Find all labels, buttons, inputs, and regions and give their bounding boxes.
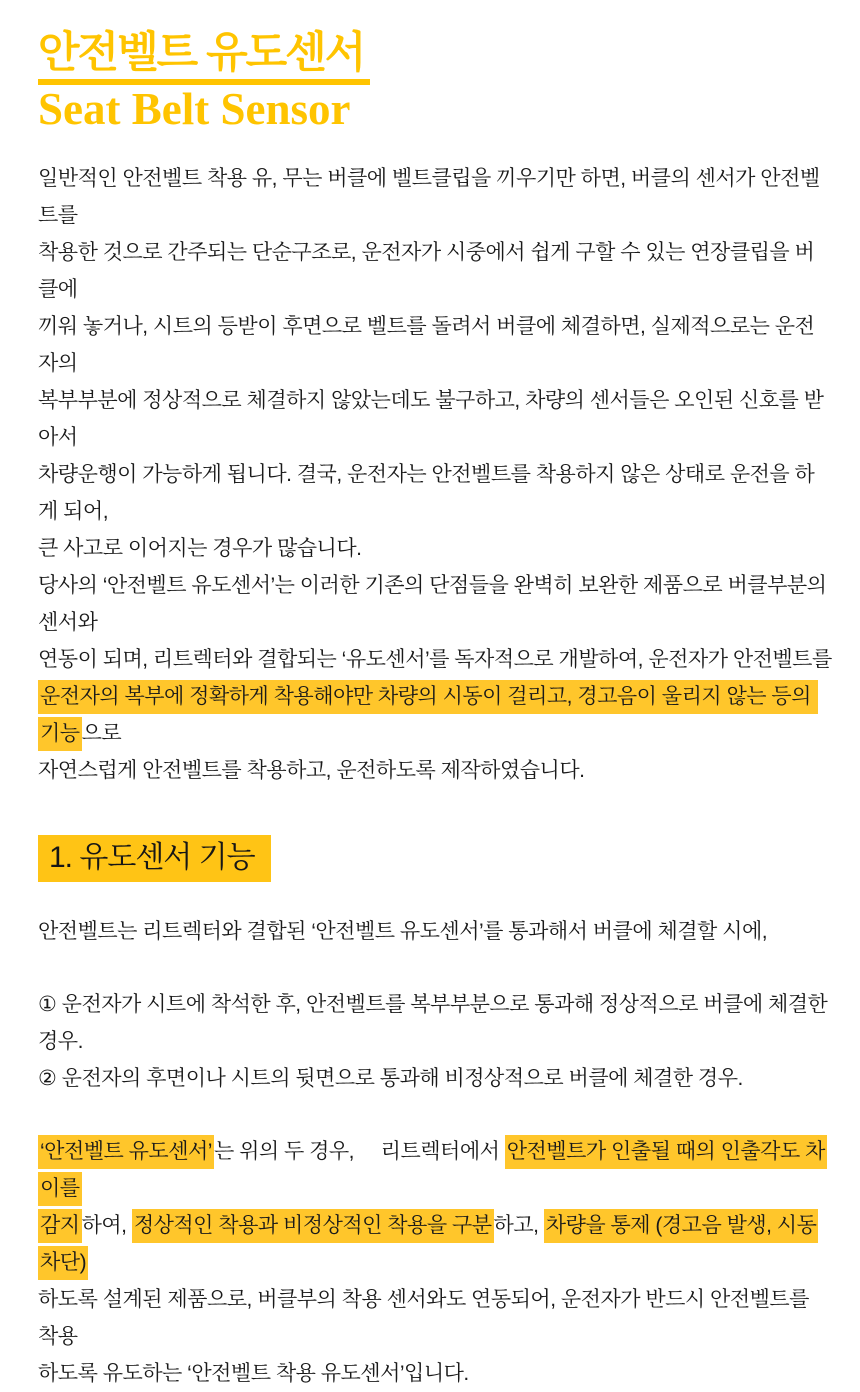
- page-title-korean: 안전벨트 유도센서: [38, 30, 370, 85]
- text-line: [38, 986, 834, 1060]
- text-segment: 는 위의 두 경우, 리트렉터에서: [213, 1139, 505, 1163]
- highlighted-text: ‘안전벨트 유도센서’: [38, 1135, 214, 1169]
- highlighted-text: 운전자의 복부에 정확하게 착용해야만 차량의 시동이 걸리고, 경고음이 울리지 않는 등의 기능: [38, 680, 818, 751]
- text-segment: 하도록 유도하는 ‘안전벨트 착용 유도센서’입니다.: [38, 1361, 469, 1385]
- text-line: [38, 641, 834, 678]
- header: [38, 30, 834, 134]
- page-title-english: Seat Belt Sensor: [38, 84, 351, 135]
- text-segment: 당사의 ‘안전벨트 유도센서’는 이러한 기존의 단점들을 완벽히 보완한 제품으로 버클부분의 센서와: [38, 573, 832, 634]
- text-line: [38, 456, 834, 530]
- text-segment: 자연스럽게 안전벨트를 착용하고, 운전하도록 제작하였습니다.: [38, 758, 585, 782]
- highlighted-text: 차량을 통제 (경고음 발생, 시동차단): [38, 1209, 818, 1280]
- text-line: [38, 752, 834, 789]
- intro-section: [38, 160, 834, 789]
- function-section: [38, 835, 834, 1392]
- highlighted-text: 정상적인 착용과 비정상적인 착용을 구분: [132, 1209, 494, 1243]
- text-segment: 끼워 놓거나, 시트의 등받이 후면으로 벨트를 돌려서 버클에 체결하면, 실제적으로는 운전자의: [38, 314, 815, 375]
- section-heading-wrap: [38, 835, 834, 882]
- text-line: [38, 1355, 834, 1392]
- text-line: [38, 1133, 834, 1207]
- highlighted-text: 안전벨트가 인출될 때의 인출각도 차이를: [38, 1135, 827, 1206]
- text-segment: 으로: [81, 721, 122, 745]
- text-line: [38, 567, 834, 641]
- text-line: [38, 308, 834, 382]
- text-segment: 복부부분에 정상적으로 체결하지 않았는데도 불구하고, 차량의 센서들은 오인된 신호를 받아서: [38, 388, 824, 449]
- text-segment: 하도록 설계된 제품으로, 버클부의 착용 센서와도 연동되어, 운전자가 반드시 안전벨트를 착용: [38, 1287, 815, 1348]
- text-segment: 하여,: [81, 1213, 132, 1237]
- text-segment: 일반적인 안전벨트 착용 유, 무는 버클에 벨트클립을 끼우기만 하면, 버클의 센서가 안전벨트를: [38, 166, 820, 227]
- function-intro-paragraph: [38, 913, 834, 950]
- text-line: [38, 160, 834, 234]
- text-line: [38, 1060, 834, 1097]
- text-segment: 하고,: [493, 1213, 544, 1237]
- text-segment: ① 운전자가 시트에 착석한 후, 안전벨트를 복부부분으로 통과해 정상적으로 버클에 체결한 경우.: [38, 992, 833, 1053]
- text-line: [38, 382, 834, 456]
- text-segment: 안전벨트는 리트렉터와 결합된 ‘안전벨트 유도센서’를 통과해서 버클에 체결할 시에,: [38, 919, 768, 943]
- text-segment: ② 운전자의 후면이나 시트의 뒷면으로 통과해 비정상적으로 버클에 체결한 경우.: [38, 1066, 743, 1090]
- function-description-paragraph: [38, 1133, 834, 1392]
- text-line: [38, 1281, 834, 1355]
- text-line: [38, 1207, 834, 1281]
- text-line: [38, 678, 834, 752]
- text-segment: 연동이 되며, 리트렉터와 결합되는 ‘유도센서’를 독자적으로 개발하여, 운전자가 안전벨트를: [38, 647, 832, 671]
- section-heading-sensor-function: 1. 유도센서 기능: [38, 835, 271, 882]
- highlighted-text: 감지: [38, 1209, 82, 1243]
- text-segment: 착용한 것으로 간주되는 단순구조로, 운전자가 시중에서 쉽게 구할 수 있는 연장클립을 버클에: [38, 240, 815, 301]
- text-line: [38, 530, 834, 567]
- text-line: [38, 234, 834, 308]
- text-segment: 차량운행이 가능하게 됩니다. 결국, 운전자는 안전벨트를 착용하지 않은 상태로 운전을 하게 되어,: [38, 462, 815, 523]
- text-segment: 큰 사고로 이어지는 경우가 많습니다.: [38, 536, 362, 560]
- text-line: [38, 913, 834, 950]
- intro-paragraph: [38, 160, 834, 789]
- case-list: [38, 986, 834, 1097]
